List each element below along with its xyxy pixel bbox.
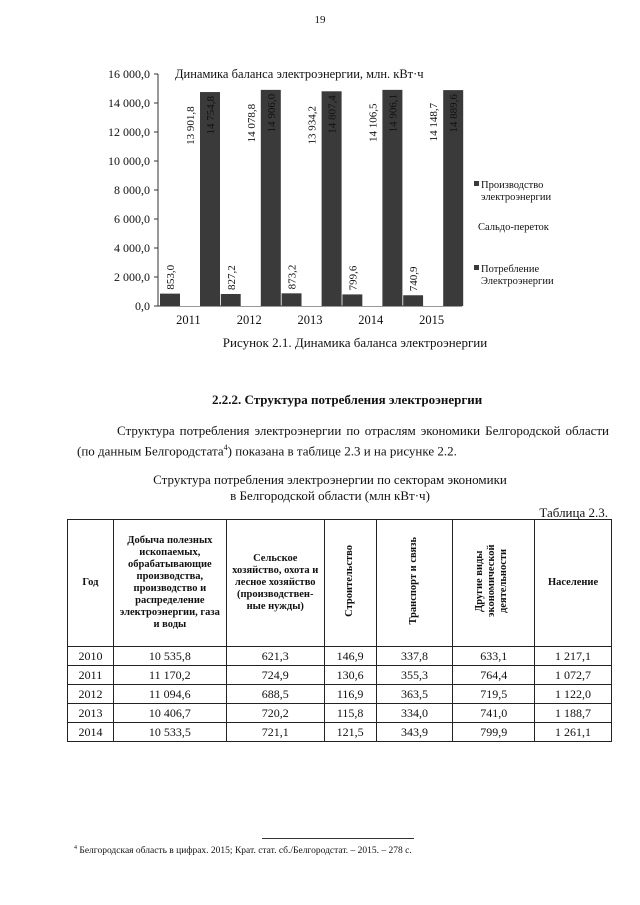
table-row	[68, 666, 612, 685]
table-cell: 621,3	[226, 647, 324, 666]
consumption-table	[67, 519, 612, 742]
table-row	[68, 685, 612, 704]
header-construction: Строительство	[344, 545, 356, 617]
header-other-cell	[453, 520, 535, 647]
table-cell: 1 261,1	[535, 723, 612, 742]
table-cell: 337,8	[376, 647, 453, 666]
table-cell: 2013	[68, 704, 114, 723]
table-cell: 10 406,7	[113, 704, 226, 723]
table-title-line-1: Структура потребления электроэнергии по секторам экономики	[153, 472, 507, 487]
table-cell: 2014	[68, 723, 114, 742]
data-label: 14 148,7	[428, 102, 441, 142]
x-tick-label: 2011	[176, 313, 201, 327]
table-cell: 2012	[68, 685, 114, 704]
y-tick-label: 14 000,0	[108, 96, 150, 110]
table-cell: 343,9	[376, 723, 453, 742]
table-cell: 724,9	[226, 666, 324, 685]
table-cell: 2011	[68, 666, 114, 685]
table-cell: 688,5	[226, 685, 324, 704]
header-other: Другие виды экономической деятельности	[473, 544, 509, 618]
table-cell: 355,3	[376, 666, 453, 685]
data-label: 13 901,8	[185, 106, 197, 145]
data-label: 14 906,1	[387, 93, 400, 133]
table-header-row	[68, 520, 612, 647]
paragraph-text-2: ) показана в таблице 2.3 и на рисунке 2.2.	[227, 443, 457, 459]
table-cell: 130,6	[324, 666, 376, 685]
header-construction-cell	[324, 520, 376, 647]
bar-production	[282, 293, 302, 306]
footnote-reference: 4	[223, 443, 228, 452]
table-row	[68, 647, 612, 666]
page-number: 19	[314, 14, 326, 26]
table-cell: 633,1	[453, 647, 535, 666]
header-year: Год	[68, 520, 114, 647]
bar-production	[342, 294, 362, 306]
table-cell: 10 535,8	[113, 647, 226, 666]
x-tick-label: 2014	[358, 313, 384, 327]
table-cell: 764,4	[453, 666, 535, 685]
table-cell: 720,2	[226, 704, 324, 723]
table-title-line-2: в Белгородской области (млн кВт·ч)	[230, 488, 430, 503]
table-cell: 719,5	[453, 685, 535, 704]
paragraph-text-1: Структура потребления электроэнергии по отраслям экономики Белгородской области (по данным Белгородстата	[77, 423, 609, 459]
chart-title: Динамика баланса электроэнергии, млн. кВт·ч	[175, 67, 424, 81]
table-cell: 1 072,7	[535, 666, 612, 685]
table-title	[120, 472, 540, 504]
data-label: 14 906,0	[265, 93, 278, 133]
table-cell: 10 533,5	[113, 723, 226, 742]
balance-chart	[0, 0, 640, 330]
header-transport: Транспорт и связь	[408, 537, 420, 625]
data-label: 14 754,8	[205, 96, 217, 135]
footnote-text: Белгородская область в цифрах. 2015; Крат. стат. сб./Белгородстат. – 2015. – 278 с.	[79, 846, 412, 857]
table-label: Таблица 2.3.	[539, 505, 608, 520]
data-label: 14 807,4	[326, 95, 339, 134]
header-transport-cell	[376, 520, 453, 647]
bar-production	[160, 294, 180, 306]
y-tick-label: 0,0	[135, 299, 150, 313]
table-cell: 363,5	[376, 685, 453, 704]
footnote	[74, 845, 412, 856]
data-label: 13 934,2	[306, 105, 319, 145]
y-tick-label: 12 000,0	[108, 125, 150, 139]
data-label: 14 106,5	[367, 103, 380, 142]
data-label: 14 078,8	[245, 103, 258, 143]
data-label: 853,0	[165, 264, 177, 290]
y-tick-label: 6 000,0	[114, 212, 150, 226]
header-agriculture: Сельское хозяйство, охота и лесное хозяйство (производствен-ные нужды)	[226, 520, 324, 647]
table-cell: 721,1	[226, 723, 324, 742]
legend-label-line-2: электроэнергии	[481, 192, 552, 203]
legend-label-line-2: Электроэнергии	[481, 276, 554, 287]
legend-marker	[474, 181, 479, 186]
section-heading: 2.2.2. Структура потребления электроэнергии	[212, 392, 483, 407]
table-cell: 1 217,1	[535, 647, 612, 666]
table-cell: 121,5	[324, 723, 376, 742]
legend-marker	[474, 265, 479, 270]
header-population: Население	[535, 520, 612, 647]
table-cell: 116,9	[324, 685, 376, 704]
x-tick-label: 2012	[236, 313, 262, 327]
data-label: 799,6	[347, 265, 360, 291]
y-tick-label: 16 000,0	[108, 67, 150, 81]
table-cell: 115,8	[324, 704, 376, 723]
table-cell: 11 094,6	[113, 685, 226, 704]
data-label: 827,2	[225, 265, 238, 291]
table-cell: 146,9	[324, 647, 376, 666]
data-label: 14 889,6	[448, 94, 461, 133]
data-label: 740,9	[408, 266, 421, 292]
legend-label: Сальдо-переток	[478, 222, 549, 233]
data-label: 873,2	[286, 264, 299, 290]
header-mining-manufacturing: Добыча полезных ископаемых, обрабатывающие производства, производство и распределение электроэнергии, газа и воды	[113, 520, 226, 647]
table-cell: 1 122,0	[535, 685, 612, 704]
table-row	[68, 723, 612, 742]
table-cell: 799,9	[453, 723, 535, 742]
bar-production	[403, 295, 423, 306]
x-tick-label: 2015	[419, 313, 445, 327]
legend-label: Производство	[481, 180, 544, 191]
table-row	[68, 704, 612, 723]
y-tick-label: 10 000,0	[108, 154, 150, 168]
footnote-marker: 4	[74, 845, 77, 851]
table-cell: 1 188,7	[535, 704, 612, 723]
figure-caption: Рисунок 2.1. Динамика баланса электроэнергии	[222, 335, 488, 350]
table-cell: 2010	[68, 647, 114, 666]
table-cell: 741,0	[453, 704, 535, 723]
legend-label: Потребление	[481, 264, 540, 275]
y-tick-label: 8 000,0	[114, 183, 150, 197]
table-cell: 334,0	[376, 704, 453, 723]
y-tick-label: 4 000,0	[114, 241, 150, 255]
body-paragraph	[77, 422, 609, 459]
x-tick-label: 2013	[297, 313, 323, 327]
table-cell: 11 170,2	[113, 666, 226, 685]
y-tick-label: 2 000,0	[114, 270, 150, 284]
footnote-rule	[262, 838, 414, 839]
bar-production	[221, 294, 241, 306]
